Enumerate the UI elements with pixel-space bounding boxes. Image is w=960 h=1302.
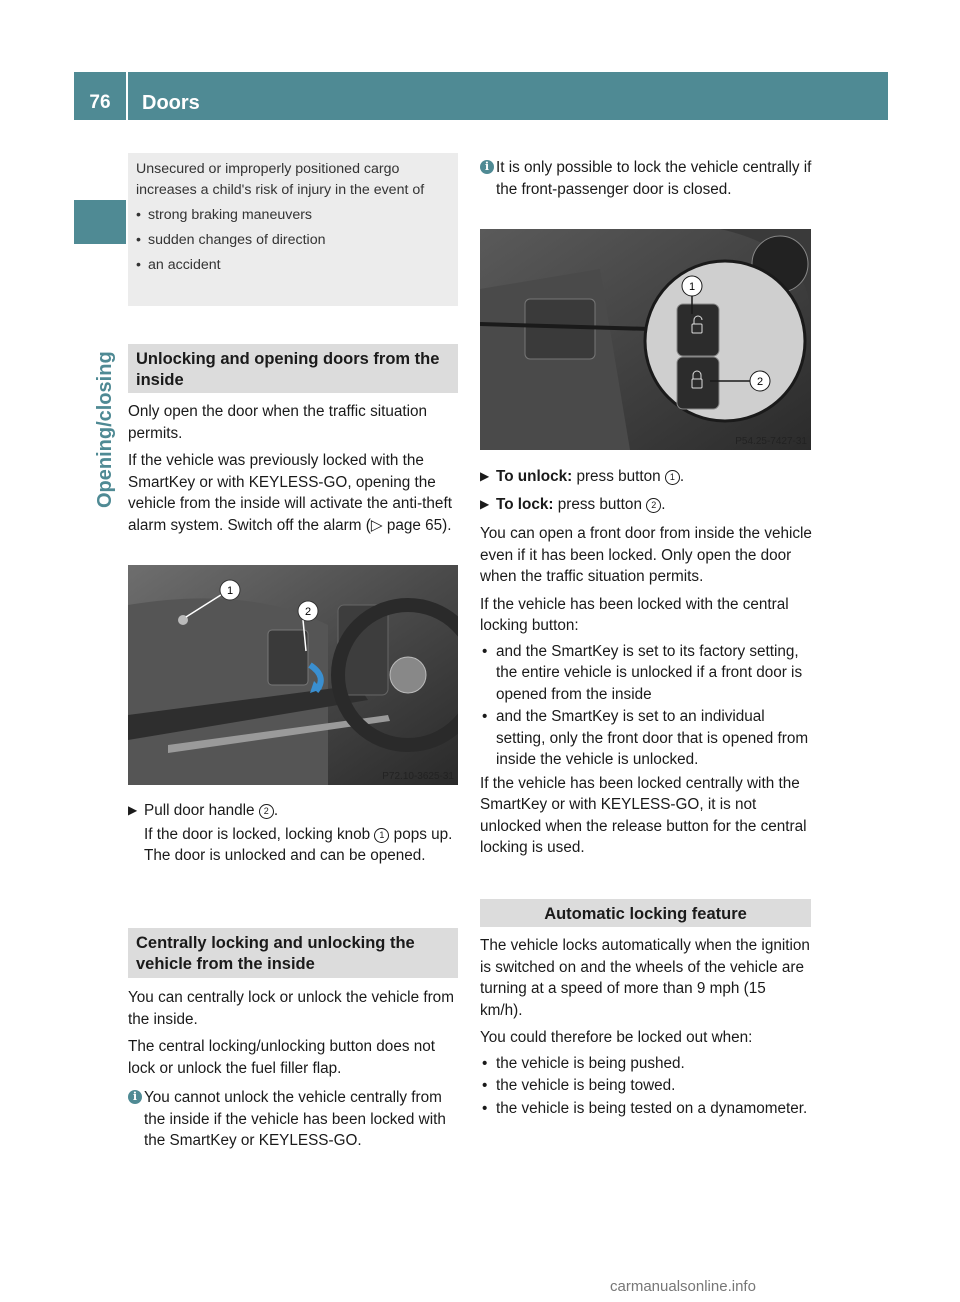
central-info-note — [128, 1087, 460, 1152]
list-item: • the vehicle is being pushed. — [480, 1053, 812, 1075]
right-info-note — [480, 157, 812, 200]
footer-watermark: carmanualsonline.info — [610, 1278, 756, 1295]
instruction-step: ▶ Pull door handle 2 . — [128, 802, 279, 819]
right-paragraph-3: If the vehicle has been locked centrally with the SmartKey or with KEYLESS-GO, it is not unlocked when the release button for the central locking is used. — [480, 774, 807, 856]
callout-2-label: 2 — [756, 376, 764, 388]
sidebar-label-text: Opening/closing — [94, 351, 116, 508]
step-text: press button — [553, 495, 647, 513]
lockout-conditions — [480, 1053, 812, 1120]
step-text: Pull door handle — [144, 802, 259, 819]
info-text: It is only possible to lock the vehicle centrally if the front-passenger door is closed. — [496, 159, 812, 198]
central-locking-conditions — [480, 641, 812, 771]
step-arrow-icon: ▶ — [480, 496, 490, 511]
step-text: press button — [572, 468, 665, 485]
image-reference-code: P72.10-3625-31 — [382, 771, 454, 782]
callout-ref: 2 — [259, 804, 274, 819]
auto-paragraph-2: You could therefore be locked out when: — [480, 1029, 753, 1046]
automatic-locking-text — [480, 935, 812, 1120]
central-paragraph-2: The central locking/unlocking button does not lock or unlock the fuel filler flap. — [128, 1038, 435, 1077]
right-paragraph-2: If the vehicle has been locked with the central locking button: — [480, 595, 789, 634]
unlocking-paragraph-2: If the vehicle was previously locked with the SmartKey or with KEYLESS-GO, opening the vehicle from the inside will activate the anti-theft alarm system. Switch off the alarm (▷ page 65). — [128, 452, 452, 534]
result-text-2: pops up. The door is unlocked and can be opened. — [144, 825, 453, 864]
door-panel-photo — [128, 565, 458, 785]
right-paragraph-1: You can open a front door from inside the vehicle even if it has been locked. Only open the door when the traffic situation permits. — [480, 525, 812, 585]
info-icon: i — [480, 160, 494, 174]
central-locking-illustration — [480, 229, 811, 450]
callout-1-label: 1 — [688, 281, 696, 293]
page-number: 76 — [89, 92, 111, 113]
right-info-note-block — [480, 157, 812, 200]
step-label: To lock: — [496, 495, 554, 513]
callout-1-label: 1 — [226, 585, 234, 597]
page-header — [74, 72, 888, 120]
unlocking-text-block — [128, 401, 460, 536]
central-locking-text-block — [128, 987, 460, 1152]
result-text: If the door is locked, locking knob — [144, 825, 375, 843]
warning-text: Unsecured or improperly positioned cargo increases a child's risk of injury in the event of — [136, 161, 425, 198]
info-icon: i — [128, 1090, 142, 1104]
callout-ref: 1 — [665, 470, 680, 485]
list-item: • the vehicle is being tested on a dynamometer. — [480, 1098, 812, 1120]
central-locking-photo — [480, 229, 811, 450]
sidebar-tab-marker — [74, 200, 126, 244]
callout-ref: 1 — [374, 828, 389, 843]
step-label: To unlock: — [496, 468, 573, 485]
unlocking-paragraph-1: Only open the door when the traffic situation permits. — [128, 403, 428, 442]
warning-item: • strong braking maneuvers — [136, 205, 450, 226]
section-heading-automatic-locking: Automatic locking feature — [480, 899, 811, 927]
step-arrow-icon: ▶ — [128, 803, 138, 817]
warning-item: • sudden changes of direction — [136, 230, 450, 251]
image-reference-code: P54.25-7427-31 — [735, 436, 807, 447]
instruction-result — [128, 824, 460, 867]
callout-ref: 2 — [646, 498, 661, 513]
page-title: Doors — [142, 92, 200, 114]
central-paragraph-1: You can centrally lock or unlock the vehicle from the inside. — [128, 989, 454, 1028]
section-heading-central-locking: Centrally locking and unlocking the vehicle from the inside — [128, 928, 458, 978]
warning-item: • an accident — [136, 255, 450, 276]
list-item: • and the SmartKey is set to an individual setting, only the front door that is opened from inside the vehicle is unlocked. — [480, 706, 812, 771]
callout-2-label: 2 — [304, 606, 312, 618]
step-arrow-icon: ▶ — [480, 469, 490, 483]
warning-box — [128, 153, 458, 306]
door-handle-instructions — [128, 800, 460, 867]
door-panel-illustration — [128, 565, 458, 785]
right-column-text — [480, 466, 812, 859]
list-item: • the vehicle is being towed. — [480, 1075, 812, 1097]
list-item: • and the SmartKey is set to its factory setting, the entire vehicle is unlocked if a front door is opened from the inside — [480, 641, 812, 706]
header-divider — [126, 72, 128, 120]
info-text: You cannot unlock the vehicle centrally from the inside if the vehicle has been locked with the SmartKey or KEYLESS-GO. — [144, 1089, 446, 1149]
auto-paragraph-1: The vehicle locks automatically when the ignition is switched on and the wheels of the vehicle are turning at a speed of more than 9 mph (15 km/h). — [480, 937, 810, 1019]
section-heading-unlocking: Unlocking and opening doors from the inside — [128, 344, 458, 393]
unlock-step: ▶ To unlock: press button 1 . — [480, 468, 685, 485]
lock-step: ▶ To lock: press button 2 . — [480, 495, 666, 513]
sidebar-section-label — [90, 258, 120, 508]
warning-list — [136, 205, 450, 276]
